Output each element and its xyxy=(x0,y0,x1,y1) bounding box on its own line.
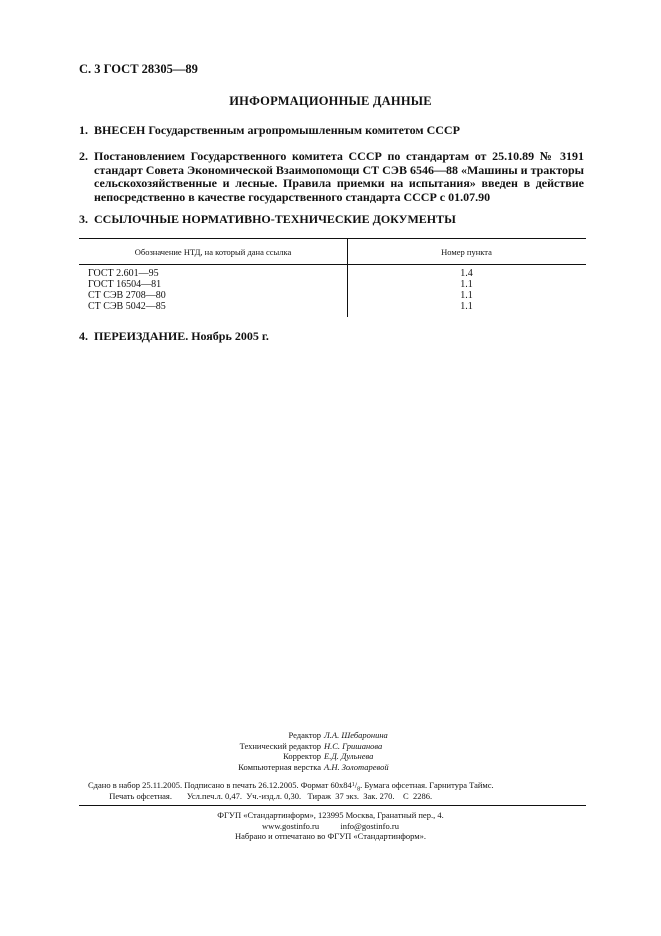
item-text: Постановлением Государственного комитета СССР по стандартам от 25.10.89 № 3191 стандарт Совета Экономической Взаимопомощи СТ СЭВ 6546—88 «Машины и тракторы сельскохозяйственные и лесные. Правила приемки на испытания» введен в действие непосредственно в качестве государственного стандарта СССР с 01.07.90 xyxy=(94,149,584,204)
format-superscript: 1 xyxy=(351,782,355,788)
table-cell-reference: ГОСТ 2.601—95 xyxy=(88,268,159,279)
info-item-3 xyxy=(79,213,584,227)
publisher-footer xyxy=(0,810,661,842)
format-subscript: 8 xyxy=(357,786,361,793)
table-top-rule xyxy=(79,238,586,239)
staff-role: Компьютерная верстка xyxy=(238,761,321,772)
section-title: ИНФОРМАЦИОННЫЕ ДАННЫЕ xyxy=(229,94,432,108)
footer-line: ФГУП «Стандартинформ», 123995 Москва, Гранатный пер., 4. xyxy=(217,810,444,820)
table-row xyxy=(79,268,586,279)
page-header: С. 3 ГОСТ 28305—89 xyxy=(79,62,198,76)
item-text: ВНЕСЕН Государственным агропромышленным комитетом СССР xyxy=(94,123,460,137)
publication-details xyxy=(88,780,494,802)
table-cell-point: 1.1 xyxy=(460,290,473,301)
footer-divider xyxy=(79,805,586,806)
table-cell-reference: СТ СЭВ 5042—85 xyxy=(88,301,166,312)
staff-role: Технический редактор xyxy=(239,740,321,751)
publication-text: . Бумага офсетная. Гарнитура Таймс. xyxy=(360,780,494,790)
footer-line: Набрано и отпечатано во ФГУП «Стандартинформ». xyxy=(234,831,427,841)
item-text: ПЕРЕИЗДАНИЕ. Ноябрь 2005 г. xyxy=(94,329,269,343)
table-header-rule xyxy=(79,264,586,265)
table-cell-reference: ГОСТ 16504—81 xyxy=(88,279,162,290)
publication-line-2: Печать офсетная. Усл.печ.л. 0,47. Уч.-изд.л. 0,30. Тираж 37 экз. Зак. 270. С 2286. xyxy=(88,791,433,801)
table-cell-point: 1.1 xyxy=(460,279,473,290)
staff-line xyxy=(0,751,661,762)
info-item-1 xyxy=(79,124,584,138)
staff-line xyxy=(0,741,661,752)
table-row xyxy=(79,279,586,290)
table-header-reference: Обозначение НТД, на который дана ссылка xyxy=(134,247,292,257)
table-cell-point: 1.1 xyxy=(460,301,473,312)
footer-line: www.gostinfo.ru info@gostinfo.ru xyxy=(262,820,399,831)
staff-line xyxy=(0,762,661,773)
item-number: 2. xyxy=(79,149,88,163)
item-number: 1. xyxy=(79,123,88,137)
staff-role: Корректор xyxy=(283,751,321,761)
publication-text: Сдано в набор 25.11.2005. Подписано в печать 26.12.2005. Формат 60x84 xyxy=(88,780,352,790)
info-item-2 xyxy=(79,150,584,204)
publication-line-1 xyxy=(88,780,494,791)
info-item-4 xyxy=(79,330,584,344)
staff-name: Л.А. Шебаронина xyxy=(324,730,388,740)
table-cell-point: 1.4 xyxy=(460,268,473,279)
staff-name: Н.С. Гришанова xyxy=(324,740,383,751)
table-header-point: Номер пункта xyxy=(441,247,492,257)
table-body xyxy=(79,268,586,312)
format-slash: / xyxy=(354,780,358,790)
staff-name: Е.Д. Дульнева xyxy=(324,751,374,761)
staff-role: Редактор xyxy=(288,730,321,740)
staff-name: А.Н. Золотаревой xyxy=(324,761,389,772)
table-cell-reference: СТ СЭВ 2708—80 xyxy=(88,290,166,301)
item-text: ССЫЛОЧНЫЕ НОРМАТИВНО-ТЕХНИЧЕСКИЕ ДОКУМЕНТЫ xyxy=(94,212,456,226)
table-row xyxy=(79,290,586,301)
table-row xyxy=(79,301,586,312)
editorial-staff xyxy=(0,730,661,772)
item-number: 4. xyxy=(79,329,88,343)
item-number: 3. xyxy=(79,212,88,226)
staff-line xyxy=(0,730,661,741)
